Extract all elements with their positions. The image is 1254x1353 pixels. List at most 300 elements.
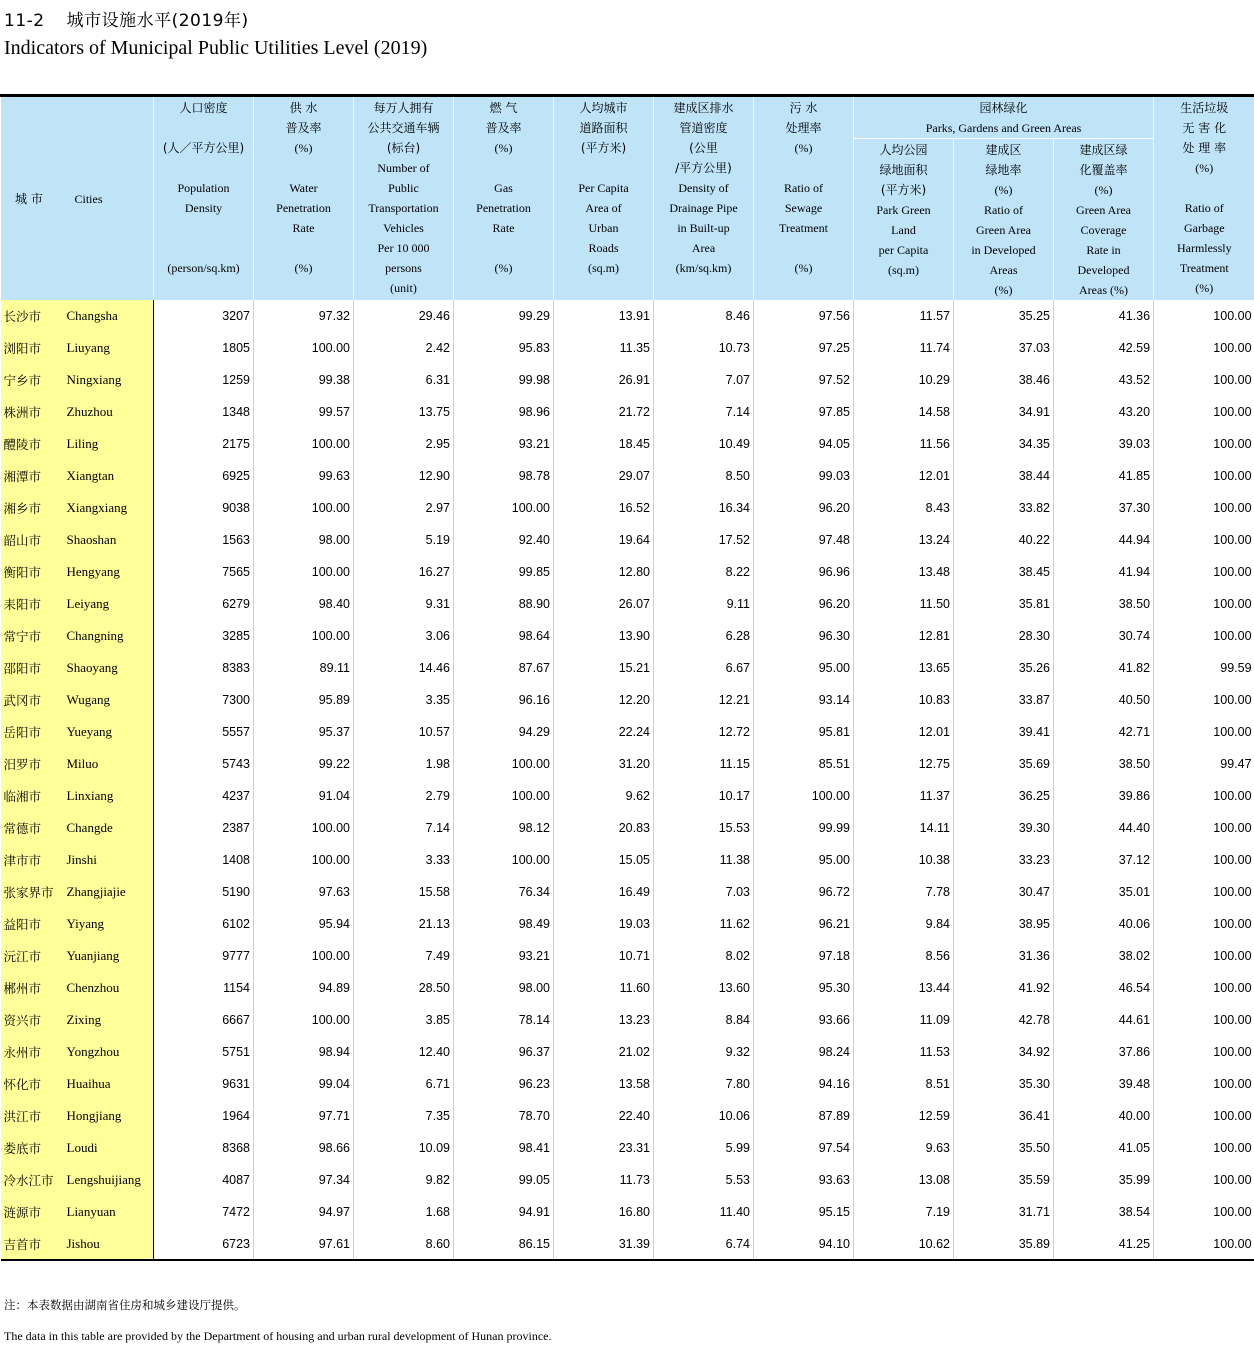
city-name-cn: 湘潭市 bbox=[1, 460, 67, 492]
data-cell: 10.73 bbox=[654, 332, 754, 364]
data-cell: 12.40 bbox=[354, 1036, 454, 1068]
data-cell: 100.00 bbox=[1154, 780, 1254, 812]
data-cell: 9.84 bbox=[854, 908, 954, 940]
data-cell: 12.59 bbox=[854, 1100, 954, 1132]
city-name-en: Leiyang bbox=[67, 588, 154, 620]
data-cell: 97.32 bbox=[254, 300, 354, 332]
data-cell: 44.94 bbox=[1054, 524, 1154, 556]
data-cell: 85.51 bbox=[754, 748, 854, 780]
data-cell: 100.00 bbox=[1154, 684, 1254, 716]
header-line: (平方米) bbox=[880, 183, 927, 197]
header-line: in Built-up bbox=[677, 221, 730, 235]
data-cell: 94.97 bbox=[254, 1196, 354, 1228]
header-line: /平方公里) bbox=[675, 161, 732, 175]
data-cell: 14.46 bbox=[354, 652, 454, 684]
data-cell: 9.11 bbox=[654, 588, 754, 620]
city-name-en: Wugang bbox=[67, 684, 154, 716]
data-cell: 97.85 bbox=[754, 396, 854, 428]
data-cell: 1408 bbox=[154, 844, 254, 876]
data-cell: 95.89 bbox=[254, 684, 354, 716]
data-cell: 8.56 bbox=[854, 940, 954, 972]
header-sewage bbox=[754, 96, 854, 301]
data-cell: 11.50 bbox=[854, 588, 954, 620]
data-cell: 31.20 bbox=[554, 748, 654, 780]
data-cell: 41.94 bbox=[1054, 556, 1154, 588]
city-name-en: Hengyang bbox=[67, 556, 154, 588]
data-cell: 7472 bbox=[154, 1196, 254, 1228]
data-cell: 100.00 bbox=[254, 812, 354, 844]
header-line: 处理率 bbox=[785, 121, 822, 135]
header-line: Area of bbox=[585, 201, 622, 215]
data-cell: 31.36 bbox=[954, 940, 1054, 972]
data-cell: 99.98 bbox=[454, 364, 554, 396]
data-cell: 15.21 bbox=[554, 652, 654, 684]
city-name-cn: 常德市 bbox=[1, 812, 67, 844]
data-cell: 13.08 bbox=[854, 1164, 954, 1196]
data-cell: 97.48 bbox=[754, 524, 854, 556]
data-cell: 94.05 bbox=[754, 428, 854, 460]
header-line bbox=[456, 158, 551, 178]
data-cell: 100.00 bbox=[254, 620, 354, 652]
city-name-cn: 资兴市 bbox=[1, 1004, 67, 1036]
table-row bbox=[1, 812, 1254, 844]
data-cell: 35.59 bbox=[954, 1164, 1054, 1196]
data-cell: 6.28 bbox=[654, 620, 754, 652]
header-line: (km/sq.km) bbox=[675, 261, 732, 275]
header-row-1 bbox=[1, 96, 1254, 139]
data-cell: 1.98 bbox=[354, 748, 454, 780]
header-line: Areas bbox=[989, 263, 1018, 277]
data-cell: 40.50 bbox=[1054, 684, 1154, 716]
data-cell: 99.99 bbox=[754, 812, 854, 844]
table-row bbox=[1, 492, 1254, 524]
table-row bbox=[1, 1196, 1254, 1228]
data-cell: 9631 bbox=[154, 1068, 254, 1100]
data-cell: 96.16 bbox=[454, 684, 554, 716]
data-cell: 97.52 bbox=[754, 364, 854, 396]
data-cell: 13.48 bbox=[854, 556, 954, 588]
data-cell: 17.52 bbox=[654, 524, 754, 556]
data-cell: 98.24 bbox=[754, 1036, 854, 1068]
data-cell: 16.49 bbox=[554, 876, 654, 908]
data-cell: 11.09 bbox=[854, 1004, 954, 1036]
data-cell: 12.01 bbox=[854, 716, 954, 748]
header-line: Water bbox=[289, 181, 318, 195]
city-name-cn: 株洲市 bbox=[1, 396, 67, 428]
data-cell: 42.78 bbox=[954, 1004, 1054, 1036]
data-cell: 100.00 bbox=[254, 332, 354, 364]
header-parks-group bbox=[854, 96, 1154, 139]
data-cell: 3.33 bbox=[354, 844, 454, 876]
table-row bbox=[1, 1100, 1254, 1132]
data-cell: 100.00 bbox=[1154, 556, 1254, 588]
data-cell: 12.72 bbox=[654, 716, 754, 748]
data-cell: 100.00 bbox=[1154, 812, 1254, 844]
data-cell: 100.00 bbox=[1154, 1100, 1254, 1132]
header-line: (%) bbox=[794, 261, 813, 275]
header-line: 管道密度 bbox=[679, 121, 728, 135]
data-cell: 99.05 bbox=[454, 1164, 554, 1196]
data-cell: 92.40 bbox=[454, 524, 554, 556]
data-cell: 35.81 bbox=[954, 588, 1054, 620]
data-cell: 7.14 bbox=[354, 812, 454, 844]
data-cell: 8.22 bbox=[654, 556, 754, 588]
data-cell: 19.03 bbox=[554, 908, 654, 940]
data-cell: 2.97 bbox=[354, 492, 454, 524]
city-name-cn: 永州市 bbox=[1, 1036, 67, 1068]
city-name-cn: 娄底市 bbox=[1, 1132, 67, 1164]
table-body bbox=[1, 300, 1254, 1260]
data-cell: 38.95 bbox=[954, 908, 1054, 940]
data-cell: 7.14 bbox=[654, 396, 754, 428]
data-cell: 36.25 bbox=[954, 780, 1054, 812]
header-population-density bbox=[154, 96, 254, 301]
data-cell: 18.45 bbox=[554, 428, 654, 460]
city-name-en: Hongjiang bbox=[67, 1100, 154, 1132]
data-cell: 13.60 bbox=[654, 972, 754, 1004]
data-cell: 34.91 bbox=[954, 396, 1054, 428]
data-cell: 9777 bbox=[154, 940, 254, 972]
data-cell: 100.00 bbox=[1154, 396, 1254, 428]
header-line: 绿地面积 bbox=[879, 163, 928, 177]
header-line: (%) bbox=[294, 141, 313, 155]
header-line: (%) bbox=[294, 261, 313, 275]
city-name-cn: 洪江市 bbox=[1, 1100, 67, 1132]
data-cell: 35.30 bbox=[954, 1068, 1054, 1100]
data-cell: 22.40 bbox=[554, 1100, 654, 1132]
header-line: 普及率 bbox=[285, 121, 322, 135]
header-line: Ratio of bbox=[784, 181, 823, 195]
header-line: in Developed bbox=[971, 243, 1036, 257]
data-cell: 99.04 bbox=[254, 1068, 354, 1100]
data-cell: 87.89 bbox=[754, 1100, 854, 1132]
data-cell: 94.29 bbox=[454, 716, 554, 748]
header-line: Transportation bbox=[368, 201, 439, 215]
header-line: Public bbox=[388, 181, 419, 195]
data-cell: 99.85 bbox=[454, 556, 554, 588]
data-cell: 98.12 bbox=[454, 812, 554, 844]
data-cell: 39.48 bbox=[1054, 1068, 1154, 1100]
data-cell: 8368 bbox=[154, 1132, 254, 1164]
data-cell: 35.89 bbox=[954, 1228, 1054, 1260]
data-cell: 6.67 bbox=[654, 652, 754, 684]
city-name-cn: 临湘市 bbox=[1, 780, 67, 812]
data-cell: 2.79 bbox=[354, 780, 454, 812]
data-cell: 100.00 bbox=[1154, 1228, 1254, 1260]
data-cell: 96.37 bbox=[454, 1036, 554, 1068]
data-cell: 16.80 bbox=[554, 1196, 654, 1228]
data-cell: 97.61 bbox=[254, 1228, 354, 1260]
header-line: (%) bbox=[994, 283, 1013, 297]
city-name-cn: 郴州市 bbox=[1, 972, 67, 1004]
data-cell: 98.00 bbox=[254, 524, 354, 556]
header-gas bbox=[454, 96, 554, 301]
table-title-cn-text: 城市设施水平(2019年) bbox=[66, 11, 249, 31]
header-line: Developed bbox=[1077, 263, 1130, 277]
data-cell: 100.00 bbox=[454, 748, 554, 780]
city-name-en: Changning bbox=[67, 620, 154, 652]
city-name-cn: 长沙市 bbox=[1, 300, 67, 332]
city-name-en: Loudi bbox=[67, 1132, 154, 1164]
header-line: 建成区排水 bbox=[673, 101, 734, 115]
data-cell: 36.41 bbox=[954, 1100, 1054, 1132]
data-cell: 10.17 bbox=[654, 780, 754, 812]
data-cell: 100.00 bbox=[1154, 972, 1254, 1004]
header-line: (平方米) bbox=[580, 141, 627, 155]
data-cell: 31.71 bbox=[954, 1196, 1054, 1228]
header-line: 园林绿化 bbox=[979, 101, 1028, 115]
header-line: Rate in bbox=[1086, 243, 1121, 257]
data-cell: 40.22 bbox=[954, 524, 1054, 556]
data-cell: 3.85 bbox=[354, 1004, 454, 1036]
table-row bbox=[1, 1228, 1254, 1260]
data-cell: 39.86 bbox=[1054, 780, 1154, 812]
data-cell: 93.21 bbox=[454, 428, 554, 460]
city-name-en: Linxiang bbox=[67, 780, 154, 812]
data-cell: 10.71 bbox=[554, 940, 654, 972]
table-row bbox=[1, 1036, 1254, 1068]
data-cell: 6925 bbox=[154, 460, 254, 492]
header-line: 每万人拥有 bbox=[373, 101, 434, 115]
header-line: 建成区绿 bbox=[1079, 143, 1128, 157]
header-line: Roads bbox=[588, 241, 619, 255]
city-name-cn: 宁乡市 bbox=[1, 364, 67, 396]
city-name-cn: 津市市 bbox=[1, 844, 67, 876]
table-row bbox=[1, 1132, 1254, 1164]
data-cell: 1.68 bbox=[354, 1196, 454, 1228]
header-line: Ratio of bbox=[984, 203, 1023, 217]
header-line bbox=[156, 218, 251, 238]
table-row bbox=[1, 364, 1254, 396]
header-line: Areas (%) bbox=[1079, 283, 1128, 297]
table-row bbox=[1, 460, 1254, 492]
data-cell: 4087 bbox=[154, 1164, 254, 1196]
table-row bbox=[1, 972, 1254, 1004]
city-name-en: Jishou bbox=[67, 1228, 154, 1260]
data-cell: 95.15 bbox=[754, 1196, 854, 1228]
header-line: Treatment bbox=[1179, 261, 1229, 275]
table-row bbox=[1, 844, 1254, 876]
data-cell: 98.94 bbox=[254, 1036, 354, 1068]
data-cell: 100.00 bbox=[1154, 524, 1254, 556]
data-cell: 44.61 bbox=[1054, 1004, 1154, 1036]
data-cell: 9.82 bbox=[354, 1164, 454, 1196]
data-cell: 100.00 bbox=[1154, 1036, 1254, 1068]
data-cell: 13.65 bbox=[854, 652, 954, 684]
data-cell: 9.32 bbox=[654, 1036, 754, 1068]
data-cell: 12.80 bbox=[554, 556, 654, 588]
header-park-land bbox=[854, 139, 954, 301]
city-name-en: Miluo bbox=[67, 748, 154, 780]
data-cell: 28.50 bbox=[354, 972, 454, 1004]
data-cell: 40.00 bbox=[1054, 1100, 1154, 1132]
data-cell: 5557 bbox=[154, 716, 254, 748]
data-cell: 38.44 bbox=[954, 460, 1054, 492]
header-line bbox=[256, 238, 351, 258]
data-cell: 39.41 bbox=[954, 716, 1054, 748]
data-cell: 98.40 bbox=[254, 588, 354, 620]
data-cell: 8.60 bbox=[354, 1228, 454, 1260]
data-cell: 38.54 bbox=[1054, 1196, 1154, 1228]
data-cell: 100.00 bbox=[454, 492, 554, 524]
data-cell: 1154 bbox=[154, 972, 254, 1004]
data-cell: 41.36 bbox=[1054, 300, 1154, 332]
data-cell: 1563 bbox=[154, 524, 254, 556]
header-line: Park Green bbox=[876, 203, 931, 217]
data-cell: 10.57 bbox=[354, 716, 454, 748]
data-cell: 7.80 bbox=[654, 1068, 754, 1100]
data-cell: 95.94 bbox=[254, 908, 354, 940]
data-cell: 6.31 bbox=[354, 364, 454, 396]
data-cell: 100.00 bbox=[1154, 844, 1254, 876]
header-line: 生活垃圾 bbox=[1180, 101, 1229, 115]
city-name-en: Changde bbox=[67, 812, 154, 844]
header-line: 化覆盖率 bbox=[1079, 163, 1128, 177]
city-name-en: Yongzhou bbox=[67, 1036, 154, 1068]
city-name-cn: 醴陵市 bbox=[1, 428, 67, 460]
data-cell: 97.54 bbox=[754, 1132, 854, 1164]
header-line: Ratio of bbox=[1184, 201, 1224, 215]
city-name-en: Changsha bbox=[67, 300, 154, 332]
data-cell: 91.04 bbox=[254, 780, 354, 812]
data-cell: 86.15 bbox=[454, 1228, 554, 1260]
header-line: (人／平方公里) bbox=[162, 141, 245, 155]
data-cell: 19.64 bbox=[554, 524, 654, 556]
header-line: Harmlessly bbox=[1176, 241, 1232, 255]
data-cell: 8.51 bbox=[854, 1068, 954, 1100]
data-cell: 2.95 bbox=[354, 428, 454, 460]
header-line: 绿地率 bbox=[985, 163, 1022, 177]
data-cell: 100.00 bbox=[1154, 428, 1254, 460]
data-cell: 98.64 bbox=[454, 620, 554, 652]
table-row bbox=[1, 556, 1254, 588]
data-cell: 26.07 bbox=[554, 588, 654, 620]
data-cell: 41.85 bbox=[1054, 460, 1154, 492]
data-cell: 10.62 bbox=[854, 1228, 954, 1260]
data-cell: 35.26 bbox=[954, 652, 1054, 684]
data-cell: 43.20 bbox=[1054, 396, 1154, 428]
data-cell: 15.05 bbox=[554, 844, 654, 876]
data-cell: 2175 bbox=[154, 428, 254, 460]
data-cell: 95.83 bbox=[454, 332, 554, 364]
city-name-cn: 涟源市 bbox=[1, 1196, 67, 1228]
data-cell: 7300 bbox=[154, 684, 254, 716]
data-cell: 2.42 bbox=[354, 332, 454, 364]
data-cell: 6102 bbox=[154, 908, 254, 940]
data-cell: 21.13 bbox=[354, 908, 454, 940]
data-cell: 11.57 bbox=[854, 300, 954, 332]
data-cell: 28.30 bbox=[954, 620, 1054, 652]
data-cell: 21.72 bbox=[554, 396, 654, 428]
data-cell: 96.30 bbox=[754, 620, 854, 652]
data-cell: 13.75 bbox=[354, 396, 454, 428]
city-name-cn: 衡阳市 bbox=[1, 556, 67, 588]
header-line: 供 水 bbox=[289, 101, 318, 115]
table-title-en: Indicators of Municipal Public Utilities Level (2019) bbox=[4, 37, 428, 59]
data-cell: 97.63 bbox=[254, 876, 354, 908]
data-cell: 16.52 bbox=[554, 492, 654, 524]
header-line: 公共交通车辆 bbox=[367, 121, 440, 135]
city-name-en: Lianyuan bbox=[67, 1196, 154, 1228]
data-cell: 97.34 bbox=[254, 1164, 354, 1196]
data-cell: 14.58 bbox=[854, 396, 954, 428]
header-city-cn: 城 市 bbox=[1, 96, 67, 301]
header-line: (person/sq.km) bbox=[167, 261, 240, 275]
table-row bbox=[1, 396, 1254, 428]
data-cell: 2387 bbox=[154, 812, 254, 844]
data-cell: 99.47 bbox=[1154, 748, 1254, 780]
header-line: (%) bbox=[494, 141, 513, 155]
data-cell: 12.20 bbox=[554, 684, 654, 716]
data-cell: 16.27 bbox=[354, 556, 454, 588]
data-cell: 8.84 bbox=[654, 1004, 754, 1036]
city-name-cn: 益阳市 bbox=[1, 908, 67, 940]
header-line: (sq.m) bbox=[588, 261, 619, 275]
data-cell: 100.00 bbox=[254, 492, 354, 524]
city-name-en: Jinshi bbox=[67, 844, 154, 876]
header-line: 人均公园 bbox=[879, 143, 928, 157]
header-garbage bbox=[1154, 96, 1254, 301]
data-cell: 11.53 bbox=[854, 1036, 954, 1068]
data-cell: 78.70 bbox=[454, 1100, 554, 1132]
data-cell: 88.90 bbox=[454, 588, 554, 620]
data-cell: 11.56 bbox=[854, 428, 954, 460]
header-line: Per Capita bbox=[578, 181, 629, 195]
data-cell: 26.91 bbox=[554, 364, 654, 396]
header-line: (%) bbox=[1195, 281, 1214, 295]
data-cell: 9.63 bbox=[854, 1132, 954, 1164]
city-name-en: Shaoyang bbox=[67, 652, 154, 684]
data-cell: 100.00 bbox=[254, 556, 354, 588]
data-cell: 11.60 bbox=[554, 972, 654, 1004]
data-cell: 13.24 bbox=[854, 524, 954, 556]
city-name-cn: 怀化市 bbox=[1, 1068, 67, 1100]
city-name-cn: 耒阳市 bbox=[1, 588, 67, 620]
data-cell: 38.46 bbox=[954, 364, 1054, 396]
data-cell: 15.53 bbox=[654, 812, 754, 844]
data-cell: 96.96 bbox=[754, 556, 854, 588]
data-cell: 38.50 bbox=[1054, 588, 1154, 620]
data-cell: 94.89 bbox=[254, 972, 354, 1004]
city-name-cn: 韶山市 bbox=[1, 524, 67, 556]
header-green-coverage bbox=[1054, 139, 1154, 301]
data-cell: 95.00 bbox=[754, 652, 854, 684]
header-line: Rate bbox=[492, 221, 515, 235]
data-cell: 33.82 bbox=[954, 492, 1054, 524]
data-cell: 97.25 bbox=[754, 332, 854, 364]
data-cell: 100.00 bbox=[754, 780, 854, 812]
city-name-en: Xiangxiang bbox=[67, 492, 154, 524]
data-cell: 98.96 bbox=[454, 396, 554, 428]
header-line bbox=[456, 238, 551, 258]
data-cell: 43.52 bbox=[1054, 364, 1154, 396]
data-cell: 11.37 bbox=[854, 780, 954, 812]
data-cell: 98.00 bbox=[454, 972, 554, 1004]
city-name-cn: 沅江市 bbox=[1, 940, 67, 972]
data-cell: 100.00 bbox=[254, 940, 354, 972]
header-line: Density bbox=[184, 201, 223, 215]
table-row bbox=[1, 748, 1254, 780]
table-row bbox=[1, 940, 1254, 972]
header-line: Green Area bbox=[1076, 203, 1131, 217]
header-line: Area bbox=[691, 241, 716, 255]
data-cell: 3.06 bbox=[354, 620, 454, 652]
data-cell: 94.16 bbox=[754, 1068, 854, 1100]
city-name-en: Chenzhou bbox=[67, 972, 154, 1004]
data-cell: 78.14 bbox=[454, 1004, 554, 1036]
data-cell: 15.58 bbox=[354, 876, 454, 908]
data-cell: 42.59 bbox=[1054, 332, 1154, 364]
